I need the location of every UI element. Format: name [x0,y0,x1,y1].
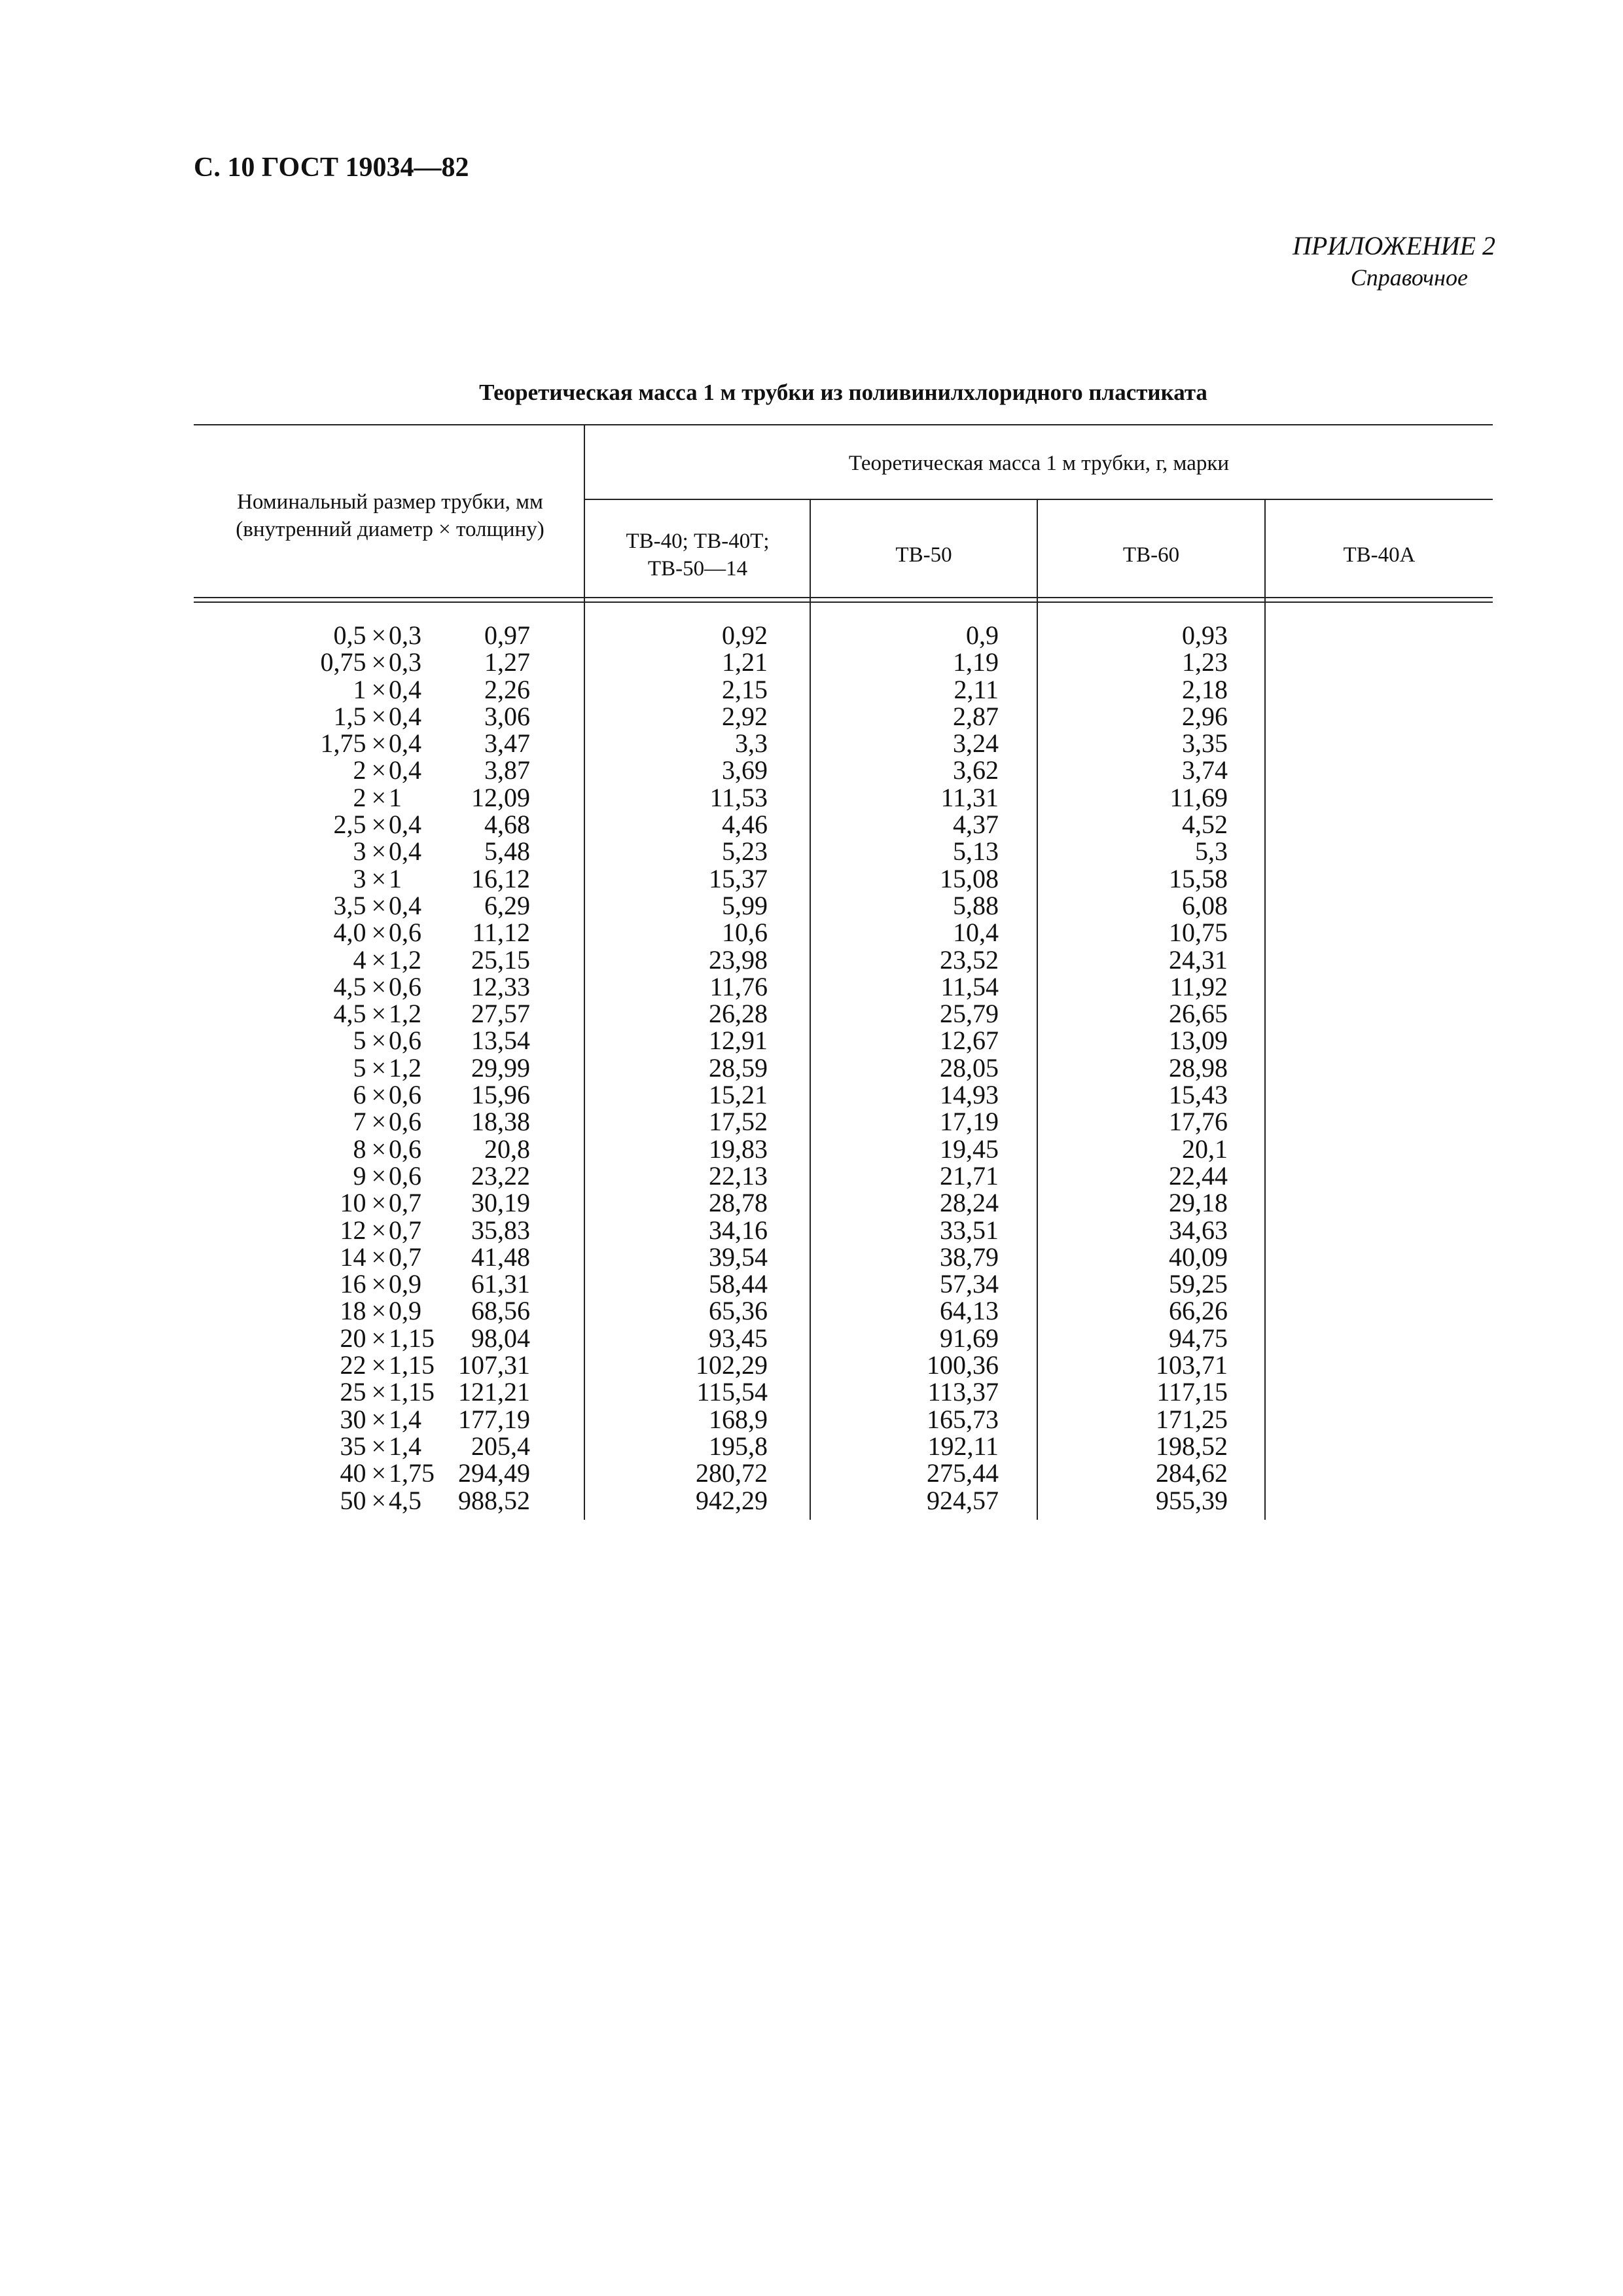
mass-cell: 28,98 [1169,1052,1228,1083]
times-sign: × [371,1215,386,1245]
mass-cell: 17,52 [709,1107,768,1137]
mass-cell: 10,6 [722,918,768,948]
wall-thickness: 0,4 [389,836,421,867]
wall-thickness: 0,4 [389,810,421,840]
grade-header [613,522,783,588]
mass-cell: 93,45 [709,1323,768,1353]
inner-diameter: 30 [340,1404,366,1434]
inner-diameter: 20 [340,1323,366,1353]
mass-cell: 5,48 [484,836,530,867]
mass-cell: 294,49 [458,1458,530,1488]
mass-cell: 58,44 [709,1269,768,1299]
mass-cell: 3,06 [484,701,530,731]
wall-thickness: 0,6 [389,1134,421,1164]
mass-cell: 16,12 [471,863,530,893]
mass-cell: 103,71 [1156,1350,1228,1380]
mass-cell: 2,26 [484,674,530,704]
mass-cell: 33,51 [940,1215,999,1245]
mass-cell: 30,19 [471,1188,530,1218]
inner-diameter: 0,75 [320,647,366,677]
mass-cell: 3,47 [484,728,530,759]
mass-cell: 11,76 [709,971,768,1001]
inner-diameter: 12 [340,1215,366,1245]
grade-header [1038,522,1264,588]
times-sign: × [371,1404,386,1434]
inner-diameter: 4 [353,944,366,975]
mass-cell: 13,09 [1169,1026,1228,1056]
mass-cell: 168,9 [709,1404,768,1434]
mass-cell: 66,26 [1169,1296,1228,1326]
mass-cell: 3,35 [1182,728,1228,759]
grade-header-text: ТВ-60 [1122,543,1180,567]
mass-cell: 15,96 [471,1080,530,1110]
mass-cell: 3,62 [953,755,999,785]
appendix-number: ПРИЛОЖЕНИЕ 2 [1293,231,1495,260]
wall-thickness: 0,6 [389,1107,421,1137]
inner-diameter: 14 [340,1242,366,1272]
mass-cell: 39,54 [709,1242,768,1272]
grade-header-text: ТВ-40; ТВ-40Т; ТВ-50—14 [626,529,770,581]
size-column-header [207,483,573,548]
mass-cell: 205,4 [471,1431,530,1461]
mass-group-header-text: Теоретическая масса 1 м трубки, г, марки [848,452,1230,475]
mass-cell: 15,08 [940,863,999,893]
grade-header-text: ТВ-50 [895,543,952,567]
times-sign: × [371,755,386,785]
wall-thickness: 1,4 [389,1404,421,1434]
mass-cell: 2,11 [954,674,999,704]
mass-cell: 12,67 [940,1026,999,1056]
wall-thickness: 0,6 [389,971,421,1001]
inner-diameter: 2 [353,782,366,812]
mass-cell: 28,24 [940,1188,999,1218]
wall-thickness: 0,3 [389,647,421,677]
mass-cell: 21,71 [940,1160,999,1191]
inner-diameter: 2 [353,755,366,785]
wall-thickness: 1,15 [389,1350,435,1380]
mass-cell: 4,37 [953,810,999,840]
times-sign: × [371,728,386,759]
times-sign: × [371,1296,386,1326]
mass-cell: 3,3 [735,728,768,759]
times-sign: × [371,1160,386,1191]
wall-thickness: 0,6 [389,918,421,948]
mass-cell: 198,52 [1156,1431,1228,1461]
wall-thickness: 0,4 [389,674,421,704]
times-sign: × [371,620,386,650]
mass-cell: 14,93 [940,1080,999,1110]
header-double-rule-2 [194,601,1493,603]
mass-cell: 6,29 [484,890,530,920]
header-double-rule-1 [194,597,1493,598]
inner-diameter: 10 [340,1188,366,1218]
table-top-rule [194,424,1493,425]
mass-cell: 177,19 [458,1404,530,1434]
times-sign: × [371,782,386,812]
times-sign: × [371,647,386,677]
mass-cell: 195,8 [709,1431,768,1461]
mass-cell: 34,63 [1169,1215,1228,1245]
mass-cell: 11,69 [1169,782,1228,812]
mass-cell: 57,34 [940,1269,999,1299]
mass-cell: 12,33 [471,971,530,1001]
mass-cell: 23,98 [709,944,768,975]
mass-cell: 5,3 [1195,836,1228,867]
times-sign: × [371,1485,386,1515]
mass-cell: 28,05 [940,1052,999,1083]
mass-cell: 1,19 [953,647,999,677]
mass-cell: 275,44 [927,1458,999,1488]
mass-cell: 3,87 [484,755,530,785]
mass-cell: 28,78 [709,1188,768,1218]
mass-cell: 15,58 [1169,863,1228,893]
mass-cell: 98,04 [471,1323,530,1353]
wall-thickness: 1,2 [389,999,421,1029]
mass-cell: 942,29 [696,1485,768,1515]
wall-thickness: 0,6 [389,1026,421,1056]
mass-cell: 23,22 [471,1160,530,1191]
mass-cell: 65,36 [709,1296,768,1326]
wall-thickness: 1,2 [389,1052,421,1083]
mass-cell: 6,08 [1182,890,1228,920]
mass-cell: 165,73 [927,1404,999,1434]
times-sign: × [371,1350,386,1380]
wall-thickness: 1 [389,782,402,812]
appendix-type: Справочное [1350,264,1468,291]
mass-cell: 2,92 [722,701,768,731]
mass-cell: 4,68 [484,810,530,840]
mass-cell: 27,57 [471,999,530,1029]
times-sign: × [371,1026,386,1056]
mass-cell: 19,45 [940,1134,999,1164]
mass-cell: 29,99 [471,1052,530,1083]
grade-header-rule [584,499,1493,500]
times-sign: × [371,1431,386,1461]
wall-thickness: 1,15 [389,1323,435,1353]
mass-cell: 121,21 [458,1377,530,1407]
wall-thickness: 0,4 [389,728,421,759]
mass-cell: 61,31 [471,1269,530,1299]
times-sign: × [371,1107,386,1137]
mass-cell: 284,62 [1156,1458,1228,1488]
mass-cell: 12,91 [709,1026,768,1056]
table-title: Теоретическая масса 1 м трубки из поливинилхлоридного пластиката [479,380,1207,405]
times-sign: × [371,1323,386,1353]
wall-thickness: 1,2 [389,944,421,975]
mass-cell: 3,24 [953,728,999,759]
wall-thickness: 0,4 [389,755,421,785]
mass-cell: 5,23 [722,836,768,867]
times-sign: × [371,1242,386,1272]
times-sign: × [371,674,386,704]
mass-cell: 924,57 [927,1485,999,1515]
times-sign: × [371,944,386,975]
mass-cell: 11,53 [709,782,768,812]
wall-thickness: 0,6 [389,1080,421,1110]
mass-cell: 17,76 [1169,1107,1228,1137]
mass-cell: 20,8 [484,1134,530,1164]
grade-header [811,522,1037,588]
mass-cell: 10,4 [953,918,999,948]
mass-cell: 91,69 [940,1323,999,1353]
inner-diameter: 18 [340,1296,366,1326]
inner-diameter: 7 [353,1107,366,1137]
size-column-header-text: Номинальный размер трубки, мм (внутренний диаметр × толщину) [236,490,544,541]
wall-thickness: 1,75 [389,1458,435,1488]
times-sign: × [371,863,386,893]
mass-cell: 94,75 [1169,1323,1228,1353]
inner-diameter: 5 [353,1026,366,1056]
mass-cell: 12,09 [471,782,530,812]
mass-cell: 20,1 [1182,1134,1228,1164]
mass-cell: 11,12 [472,918,530,948]
mass-cell: 113,37 [927,1377,999,1407]
times-sign: × [371,810,386,840]
mass-cell: 22,44 [1169,1160,1228,1191]
inner-diameter: 3,5 [333,890,366,920]
wall-thickness: 0,4 [389,890,421,920]
mass-cell: 1,21 [722,647,768,677]
wall-thickness: 0,7 [389,1242,421,1272]
mass-cell: 0,92 [722,620,768,650]
wall-thickness: 0,6 [389,1160,421,1191]
mass-cell: 0,9 [966,620,999,650]
mass-cell: 0,93 [1182,620,1228,650]
wall-thickness: 0,3 [389,620,421,650]
mass-cell: 41,48 [471,1242,530,1272]
wall-thickness: 0,7 [389,1215,421,1245]
inner-diameter: 0,5 [333,620,366,650]
mass-cell: 3,74 [1182,755,1228,785]
inner-diameter: 4,5 [333,999,366,1029]
mass-cell: 29,18 [1169,1188,1228,1218]
mass-cell: 10,75 [1169,918,1228,948]
times-sign: × [371,890,386,920]
mass-cell: 18,38 [471,1107,530,1137]
mass-table [194,424,1493,1520]
mass-cell: 15,21 [709,1080,768,1110]
mass-cell: 5,99 [722,890,768,920]
inner-diameter: 1,75 [320,728,366,759]
mass-cell: 11,31 [940,782,999,812]
inner-diameter: 8 [353,1134,366,1164]
mass-cell: 35,83 [471,1215,530,1245]
mass-cell: 171,25 [1156,1404,1228,1434]
mass-cell: 24,31 [1169,944,1228,975]
mass-cell: 1,27 [484,647,530,677]
times-sign: × [371,1188,386,1218]
inner-diameter: 5 [353,1052,366,1083]
inner-diameter: 40 [340,1458,366,1488]
mass-cell: 2,18 [1182,674,1228,704]
mass-group-header [585,431,1493,496]
inner-diameter: 1 [353,674,366,704]
mass-cell: 4,46 [722,810,768,840]
wall-thickness: 1,4 [389,1431,421,1461]
wall-thickness: 0,4 [389,701,421,731]
mass-cell: 40,09 [1169,1242,1228,1272]
mass-cell: 15,43 [1169,1080,1228,1110]
times-sign: × [371,918,386,948]
mass-cell: 5,88 [953,890,999,920]
wall-thickness: 1,15 [389,1377,435,1407]
times-sign: × [371,1052,386,1083]
mass-cell: 38,79 [940,1242,999,1272]
mass-cell: 22,13 [709,1160,768,1191]
wall-thickness: 1 [389,863,402,893]
times-sign: × [371,999,386,1029]
column-divider [1264,499,1266,1520]
inner-diameter: 4,5 [333,971,366,1001]
times-sign: × [371,836,386,867]
times-sign: × [371,1134,386,1164]
page-header: С. 10 ГОСТ 19034—82 [194,152,469,183]
times-sign: × [371,1269,386,1299]
mass-cell: 2,15 [722,674,768,704]
wall-thickness: 4,5 [389,1485,421,1515]
inner-diameter: 25 [340,1377,366,1407]
mass-cell: 64,13 [940,1296,999,1326]
mass-cell: 102,29 [696,1350,768,1380]
mass-cell: 11,92 [1169,971,1228,1001]
mass-cell: 280,72 [696,1458,768,1488]
inner-diameter: 1,5 [333,701,366,731]
grade-header [1266,522,1493,588]
mass-cell: 2,96 [1182,701,1228,731]
mass-cell: 4,52 [1182,810,1228,840]
inner-diameter: 3 [353,863,366,893]
mass-cell: 25,79 [940,999,999,1029]
mass-cell: 28,59 [709,1052,768,1083]
inner-diameter: 2,5 [333,810,366,840]
wall-thickness: 0,7 [389,1188,421,1218]
times-sign: × [371,971,386,1001]
inner-diameter: 50 [340,1485,366,1515]
mass-cell: 117,15 [1156,1377,1228,1407]
mass-cell: 19,83 [709,1134,768,1164]
mass-cell: 2,87 [953,701,999,731]
times-sign: × [371,701,386,731]
mass-cell: 3,69 [722,755,768,785]
mass-cell: 115,54 [696,1377,768,1407]
wall-thickness: 0,9 [389,1296,421,1326]
mass-cell: 5,13 [953,836,999,867]
inner-diameter: 16 [340,1269,366,1299]
mass-column [194,622,1228,1514]
inner-diameter: 35 [340,1431,366,1461]
mass-cell: 0,97 [484,620,530,650]
times-sign: × [371,1080,386,1110]
mass-cell: 17,19 [940,1107,999,1137]
inner-diameter: 22 [340,1350,366,1380]
times-sign: × [371,1377,386,1407]
mass-cell: 26,28 [709,999,768,1029]
times-sign: × [371,1458,386,1488]
mass-cell: 955,39 [1156,1485,1228,1515]
mass-cell: 23,52 [940,944,999,975]
grade-header-text: ТВ-40А [1343,543,1416,567]
inner-diameter: 9 [353,1160,366,1191]
inner-diameter: 6 [353,1080,366,1110]
wall-thickness: 0,9 [389,1269,421,1299]
mass-cell: 25,15 [471,944,530,975]
mass-cell: 1,23 [1182,647,1228,677]
inner-diameter: 4,0 [333,918,366,948]
mass-cell: 26,65 [1169,999,1228,1029]
mass-cell: 59,25 [1169,1269,1228,1299]
mass-cell: 107,31 [458,1350,530,1380]
mass-cell: 988,52 [458,1485,530,1515]
mass-cell: 68,56 [471,1296,530,1326]
mass-cell: 11,54 [940,971,999,1001]
appendix-label [1293,230,1495,293]
mass-cell: 192,11 [927,1431,999,1461]
inner-diameter: 3 [353,836,366,867]
mass-cell: 13,54 [471,1026,530,1056]
mass-cell: 15,37 [709,863,768,893]
mass-cell: 34,16 [709,1215,768,1245]
mass-cell: 100,36 [927,1350,999,1380]
